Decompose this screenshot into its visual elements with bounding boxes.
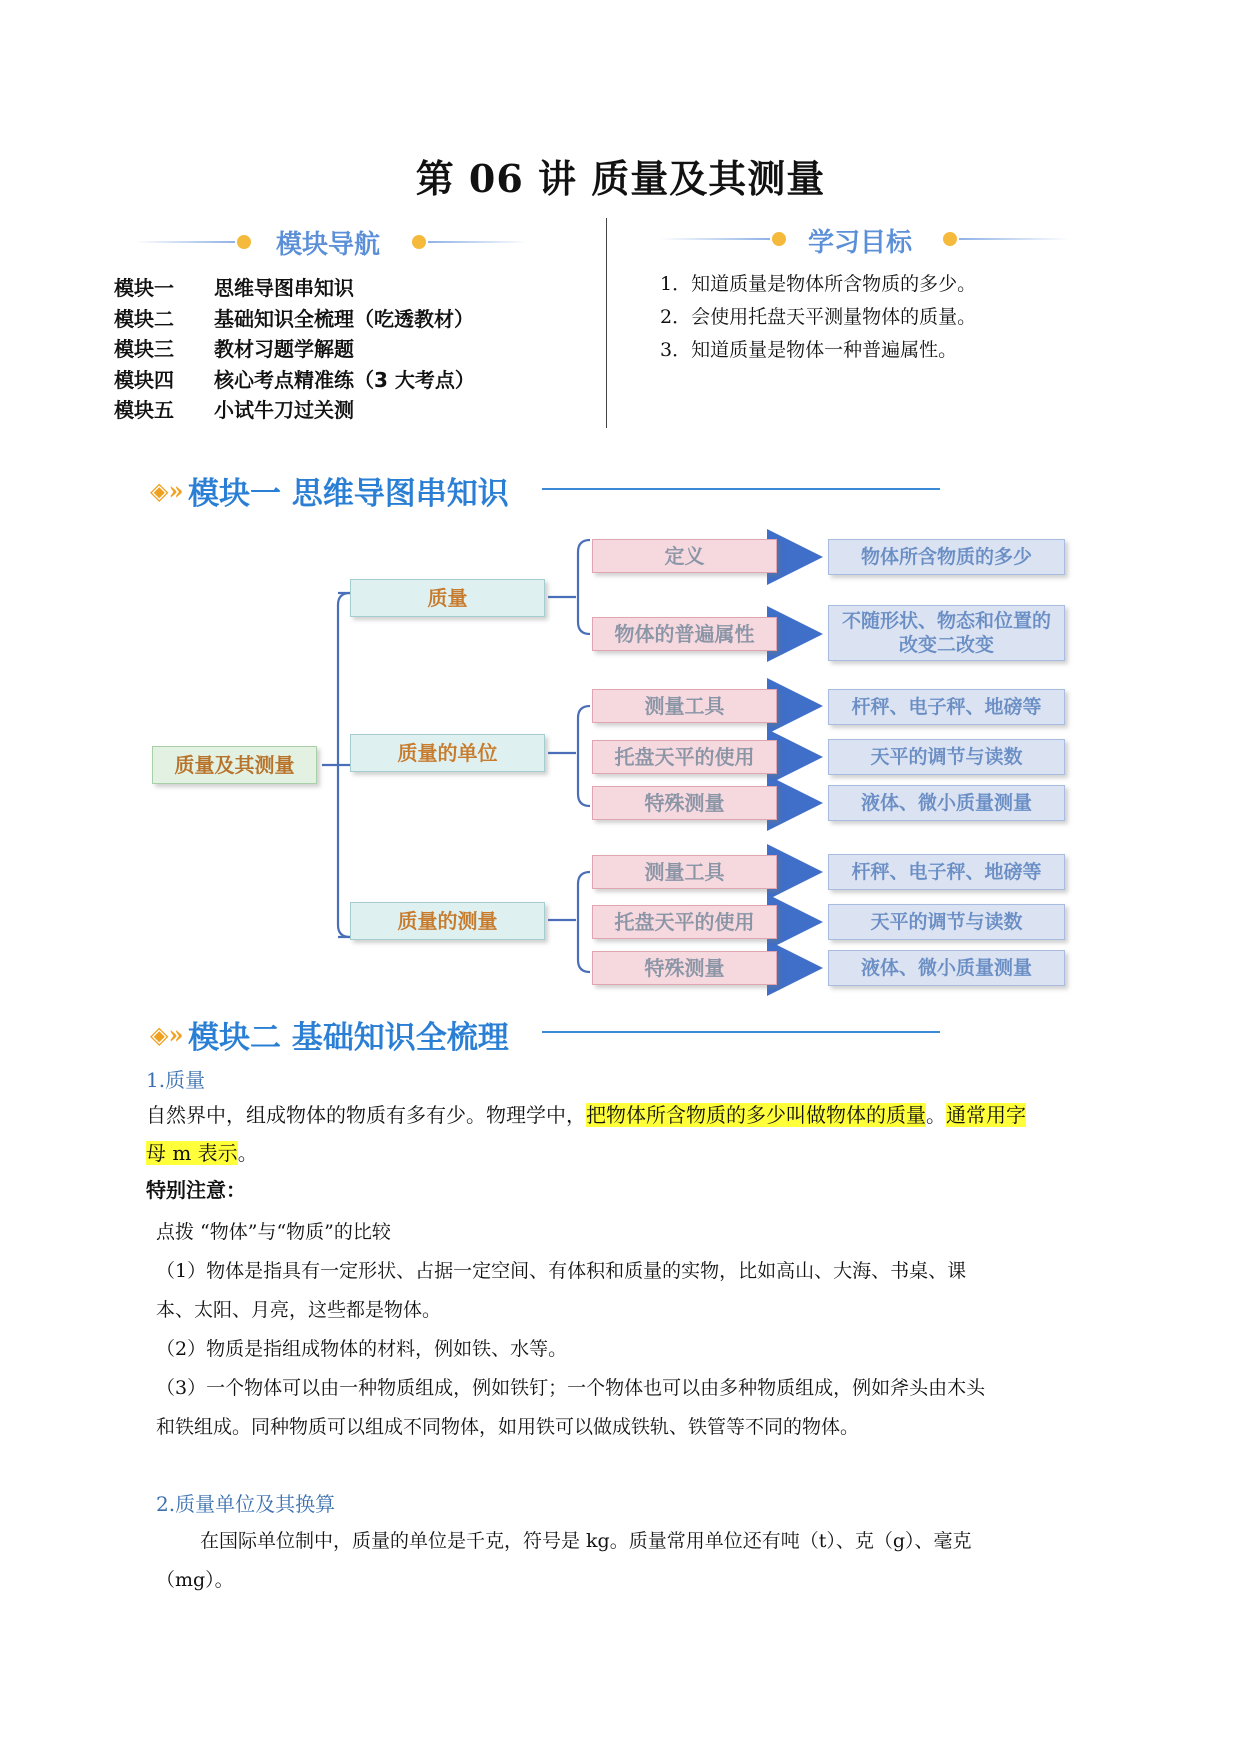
topic2-line: 在国际单位制中，质量的单位是千克，符号是 kg。质量常用单位还有吨（t）、克（g）、毫克 [200, 1530, 972, 1552]
text-span: 。 [237, 1141, 258, 1165]
highlight-definition: 把物体所含物质的多少叫做物体的质量 [586, 1103, 926, 1127]
mindmap-node: 测量工具 [592, 855, 777, 889]
topic1-heading: 1.质量 [146, 1068, 206, 1092]
mindmap-result: 杆秤、电子秤、地磅等 [828, 689, 1065, 725]
mindmap-node: 物体的普遍属性 [592, 617, 777, 651]
topic2-line: （mg）。 [156, 1569, 234, 1591]
branch3-brace [548, 872, 590, 972]
mindmap-result: 液体、微小质量测量 [828, 950, 1065, 986]
highlight-symbol: 通常用字 [946, 1103, 1026, 1127]
goals-heading: 学习目标 [808, 228, 913, 258]
nav-item-label: 教材习题学解题 [214, 337, 354, 361]
note-label: 特别注意： [146, 1178, 246, 1202]
highlight-symbol: 母 m 表示 [146, 1141, 238, 1165]
text-span: 。 [926, 1103, 946, 1127]
mindmap-branch: 质量的测量 [350, 902, 545, 940]
nav-item-key: 模块二 [114, 306, 174, 331]
mindmap-result: 天平的调节与读数 [828, 739, 1065, 775]
text-span: 自然界中，组成物体的物质有多有少。物理学中， [146, 1103, 586, 1127]
section2-title: 模块二 基础知识全梳理 [188, 1020, 509, 1056]
branch2-brace [548, 706, 590, 806]
nav-heading: 模块导航 [276, 230, 381, 260]
mindmap-branch: 质量 [350, 579, 545, 617]
topic2-paragraph [156, 1522, 1156, 1600]
mindmap-result: 不随形状、物态和位置的改变二改变 [828, 605, 1065, 661]
note-line: 本、太阳、月亮，这些都是物体。 [156, 1299, 442, 1321]
mindmap-root: 质量及其测量 [152, 746, 317, 784]
mindmap-node: 测量工具 [592, 689, 777, 723]
nav-item-key: 模块三 [114, 337, 174, 361]
note-line: 和铁组成。同种物质可以组成不同物体，如用铁可以做成铁轨、铁管等不同的物体。 [156, 1416, 860, 1438]
nav-item-key: 模块一 [114, 276, 174, 300]
nav-item-label: 核心考点精准练（3 大考点） [214, 367, 475, 392]
goal-item: 1．知道质量是物体所含物质的多少。 [660, 273, 977, 295]
nav-item-label: 思维导图串知识 [214, 276, 354, 300]
section2-chevron-icon: ◈» [150, 1020, 184, 1049]
section1-title: 模块一 思维导图串知识 [188, 476, 509, 512]
section2-rule [542, 1031, 940, 1033]
note-line: （3）一个物体可以由一种物质组成，例如铁钉；一个物体也可以由多种物质组成，例如斧头由木头 [156, 1377, 986, 1399]
nav-item-key: 模块四 [114, 367, 174, 392]
mindmap-branch: 质量的单位 [350, 734, 545, 772]
page-title: 第 06 讲 质量及其测量 [415, 156, 826, 201]
mindmap-node: 托盘天平的使用 [592, 905, 777, 939]
topic2-heading: 2.质量单位及其换算 [156, 1492, 336, 1516]
mindmap-node: 特殊测量 [592, 786, 777, 820]
note-line: （2）物质是指组成物体的材料，例如铁、水等。 [156, 1338, 568, 1360]
note-line: （1）物体是指具有一定形状、占据一定空间、有体积和质量的实物，比如高山、大海、书桌、课 [156, 1260, 967, 1282]
note-title: 点拨 “物体”与“物质”的比较 [156, 1221, 391, 1243]
section1-chevron-icon: ◈» [150, 476, 184, 505]
nav-item-label: 基础知识全梳理（吃透教材） [214, 306, 474, 331]
branch1-brace [548, 540, 590, 634]
nav-item-label: 小试牛刀过关测 [214, 398, 354, 422]
mindmap-result: 物体所含物质的多少 [828, 539, 1065, 575]
mindmap-node: 特殊测量 [592, 951, 777, 985]
goal-item: 2．会使用托盘天平测量物体的质量。 [660, 306, 977, 328]
mindmap-result: 液体、微小质量测量 [828, 785, 1065, 821]
mindmap-result: 天平的调节与读数 [828, 904, 1065, 940]
mindmap-node: 定义 [592, 539, 777, 573]
goal-item: 3．知道质量是物体一种普遍属性。 [660, 339, 958, 361]
nav-item-key: 模块五 [114, 398, 174, 422]
note-block [156, 1213, 1156, 1447]
topic1-paragraph [146, 1096, 1146, 1172]
mindmap-result: 杆秤、电子秤、地磅等 [828, 854, 1065, 890]
mindmap-node: 托盘天平的使用 [592, 740, 777, 774]
